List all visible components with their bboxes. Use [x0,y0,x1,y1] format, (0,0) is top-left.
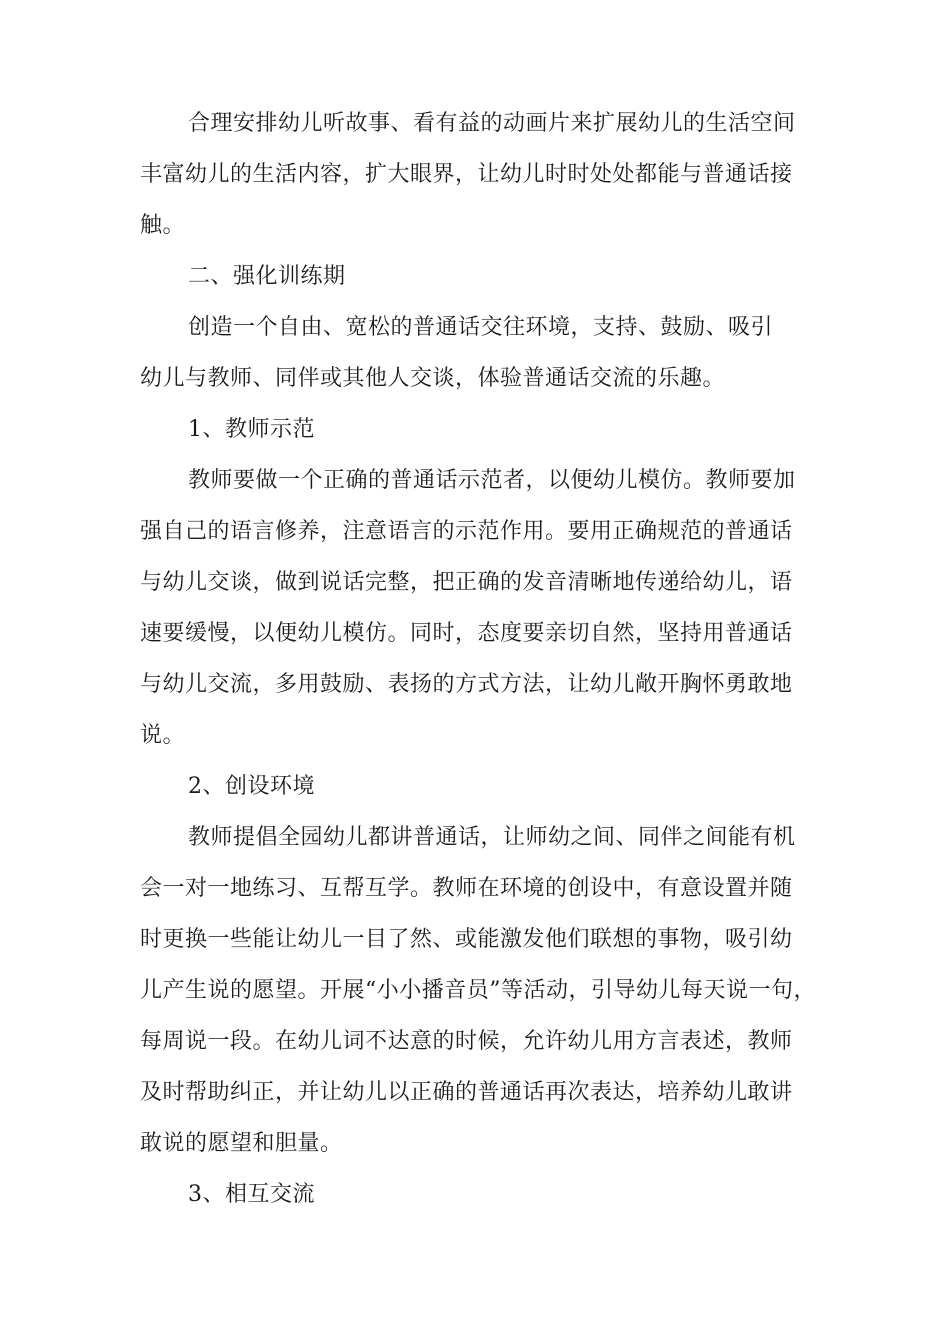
paragraph-line: 敢说的愿望和胆量。 [140,1131,343,1156]
subsection-heading: 1、教师示范 [188,417,315,442]
paragraph-line: 及时帮助纠正，并让幼儿以正确的普通话再次表达，培养幼儿敢讲 [140,1080,793,1105]
paragraph-line: 教师要做一个正确的普通话示范者，以便幼儿模仿。教师要加 [188,468,796,493]
paragraph-line: 儿产生说的愿望。开展“小小播音员”等活动，引导幼儿每天说一句， [140,978,816,1003]
subsection-heading: 3、相互交流 [188,1182,315,1207]
section-heading: 二、强化训练期 [188,264,346,289]
paragraph-line: 时更换一些能让幼儿一目了然、或能激发他们联想的事物，吸引幼 [140,927,793,952]
paragraph-line: 速要缓慢，以便幼儿模仿。同时，态度要亲切自然，坚持用普通话 [140,621,793,646]
paragraph-line: 强自己的语言修养，注意语言的示范作用。要用正确规范的普通话 [140,519,793,544]
paragraph-line: 创造一个自由、宽松的普通话交往环境，支持、鼓励、吸引 [188,315,774,340]
paragraph-line: 与幼儿交谈，做到说话完整，把正确的发音清晰地传递给幼儿，语 [140,570,793,595]
paragraph-line: 会一对一地练习、互帮互学。教师在环境的创设中，有意设置并随 [140,876,793,901]
paragraph-line: 说。 [140,723,186,748]
paragraph-line: 合理安排幼儿听故事、看有益的动画片来扩展幼儿的生活空间 [188,111,796,136]
paragraph-line: 教师提倡全园幼儿都讲普通话，让师幼之间、同伴之间能有机 [188,825,796,850]
paragraph-line: 与幼儿交流，多用鼓励、表扬的方式方法，让幼儿敞开胸怀勇敢地 [140,672,793,697]
paragraph-line: 触。 [140,213,186,238]
paragraph-line: 丰富幼儿的生活内容，扩大眼界，让幼儿时时处处都能与普通话接 [140,162,793,187]
subsection-heading: 2、创设环境 [188,774,315,799]
paragraph-line: 幼儿与教师、同伴或其他人交谈，体验普通话交流的乐趣。 [140,366,726,391]
paragraph-line: 每周说一段。在幼儿词不达意的时候，允许幼儿用方言表述，教师 [140,1029,793,1054]
